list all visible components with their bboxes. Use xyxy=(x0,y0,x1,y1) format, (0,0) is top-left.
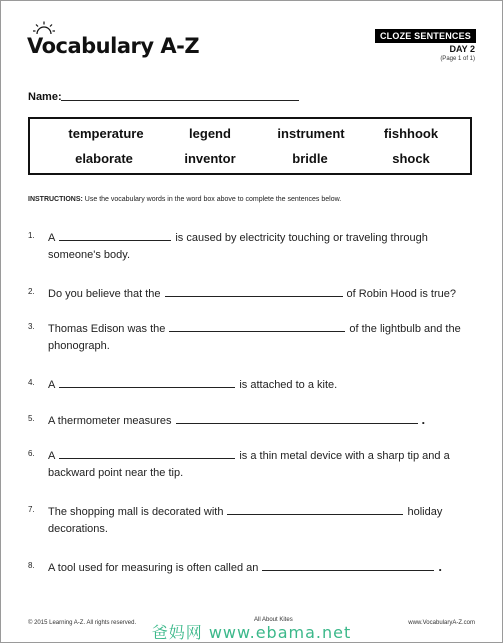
question-text: . xyxy=(438,559,442,574)
name-field[interactable] xyxy=(61,100,299,101)
answer-blank[interactable] xyxy=(227,503,403,515)
brand-logo: Vocabulary A-Z xyxy=(27,34,200,58)
answer-blank[interactable] xyxy=(59,376,235,388)
question-number: 7. xyxy=(28,505,35,514)
question-text: A thermometer measures xyxy=(48,415,172,427)
copyright-text: © 2015 Learning A-Z. All rights reserved. xyxy=(28,620,137,626)
question-text: is caused by electricity touching or traveling through xyxy=(175,232,428,244)
word-box-word: shock xyxy=(392,151,430,166)
worksheet-type-badge: CLOZE SENTENCES xyxy=(375,29,476,43)
watermark: 爸妈网 www.ebama.net xyxy=(151,623,352,642)
question-text: is attached to a kite. xyxy=(239,379,338,391)
question-text: The shopping mall is decorated with xyxy=(48,506,224,518)
day-label: DAY 2 xyxy=(449,44,475,54)
question-text: A xyxy=(48,450,56,462)
question-continuation: decorations. xyxy=(48,523,108,535)
answer-blank[interactable] xyxy=(59,447,235,459)
question-text: of the lightbulb and the xyxy=(349,323,461,335)
question-number: 4. xyxy=(28,378,35,387)
question-text: holiday xyxy=(407,506,443,518)
answer-blank[interactable] xyxy=(169,320,345,332)
question-text: A xyxy=(48,379,56,391)
answer-blank[interactable] xyxy=(176,412,418,424)
question-number: 3. xyxy=(28,322,35,331)
question-number: 1. xyxy=(28,231,35,240)
page-count: (Page 1 of 1) xyxy=(440,56,475,62)
word-box-word: fishhook xyxy=(383,126,439,141)
instructions-label: INSTRUCTIONS: xyxy=(28,196,83,203)
question-text: A xyxy=(48,232,56,244)
answer-blank[interactable] xyxy=(59,229,171,241)
question-text: Do you believe that the xyxy=(48,288,161,300)
word-box xyxy=(28,117,472,175)
instructions-text: Use the vocabulary words in the word box above to complete the sentences below. xyxy=(84,196,342,203)
answer-blank[interactable] xyxy=(262,559,434,571)
word-box-word: bridle xyxy=(292,151,328,166)
question-text: Thomas Edison was the xyxy=(48,323,166,335)
question-continuation: backward point near the tip. xyxy=(48,467,184,479)
question-text: A tool used for measuring is often called an xyxy=(48,562,259,574)
answer-blank[interactable] xyxy=(165,285,343,297)
question-number: 8. xyxy=(28,561,35,570)
question-number: 5. xyxy=(28,414,35,423)
instructions xyxy=(28,196,341,203)
word-box-word: instrument xyxy=(277,126,345,141)
question-text: of Robin Hood is true? xyxy=(346,288,456,300)
question-continuation: phonograph. xyxy=(48,340,110,352)
word-box-word: inventor xyxy=(184,151,236,166)
footer-title: All About Kites xyxy=(254,617,293,623)
question-text: . xyxy=(421,412,426,427)
question-text: is a thin metal device with a sharp tip and a xyxy=(239,450,450,462)
question-number: 2. xyxy=(28,287,35,296)
word-box-word: temperature xyxy=(68,126,144,141)
sun-icon xyxy=(33,21,55,35)
name-label: Name: xyxy=(28,91,62,103)
question-number: 6. xyxy=(28,449,35,458)
word-box-word: legend xyxy=(189,126,231,141)
question-continuation: someone's body. xyxy=(48,249,131,261)
word-box-word: elaborate xyxy=(75,151,133,166)
footer-url: www.VocabularyA-Z.com xyxy=(408,620,475,626)
